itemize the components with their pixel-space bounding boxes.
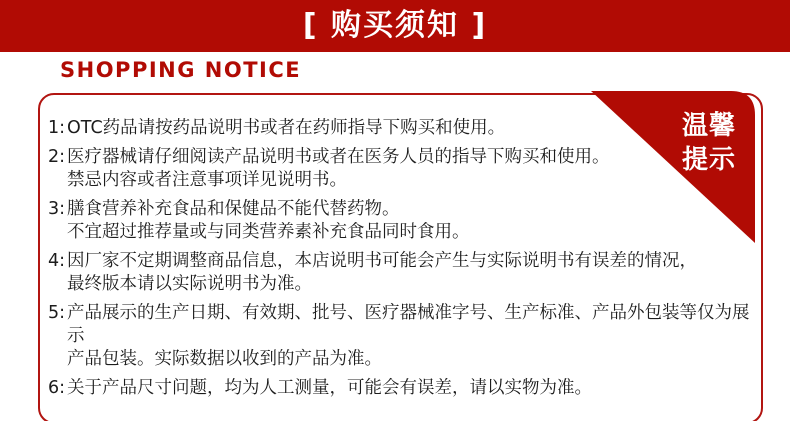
notice-item-5 (48, 302, 761, 371)
notice-item-number: 4: (48, 251, 66, 271)
notice-item-text: 禁忌内容或者注意事项详见说明书。 (67, 170, 347, 190)
notice-item-number: 1: (48, 118, 66, 138)
header-banner (0, 0, 790, 52)
notice-item-text: 产品展示的生产日期、有效期、批号、医疗器械准字号、生产标准、产品外包装等仅为展示 (67, 303, 750, 346)
notice-item-number: 2: (48, 147, 66, 167)
banner-title: [ 购买须知 ] (302, 8, 488, 43)
corner-tip-line1: 温馨 (681, 111, 736, 141)
notice-item-text: 最终版本请以实际说明书为准。 (67, 274, 312, 294)
notice-item-text: 膳食营养补充食品和保健品不能代替药物。 (67, 199, 400, 219)
notice-item-6 (48, 377, 761, 400)
corner-tip-line2: 提示 (681, 145, 736, 175)
notice-item-text: OTC药品请按药品说明书或者在药师指导下购买和使用。 (67, 118, 506, 138)
notice-item-text: 关于产品尺寸问题，均为人工测量，可能会有误差，请以实物为准。 (67, 378, 592, 398)
notice-item-number: 3: (48, 199, 66, 219)
notice-item-number: 6: (48, 378, 66, 398)
notice-item-text: 因厂家不定期调整商品信息，本店说明书可能会产生与实际说明书有误差的情况， (67, 251, 697, 271)
corner-tip-label (677, 109, 741, 177)
notice-item-4 (48, 250, 761, 296)
notice-item-text: 不宜超过推荐量或与同类营养素补充食品同时食用。 (67, 222, 470, 242)
corner-ribbon (591, 91, 755, 243)
notice-item-number: 5: (48, 303, 66, 323)
notice-item-text: 产品包装。实际数据以收到的产品为准。 (67, 349, 382, 369)
subtitle-english: SHOPPING NOTICE (60, 58, 302, 82)
notice-item-text: 医疗器械请仔细阅读产品说明书或者在医务人员的指导下购买和使用。 (67, 147, 610, 167)
